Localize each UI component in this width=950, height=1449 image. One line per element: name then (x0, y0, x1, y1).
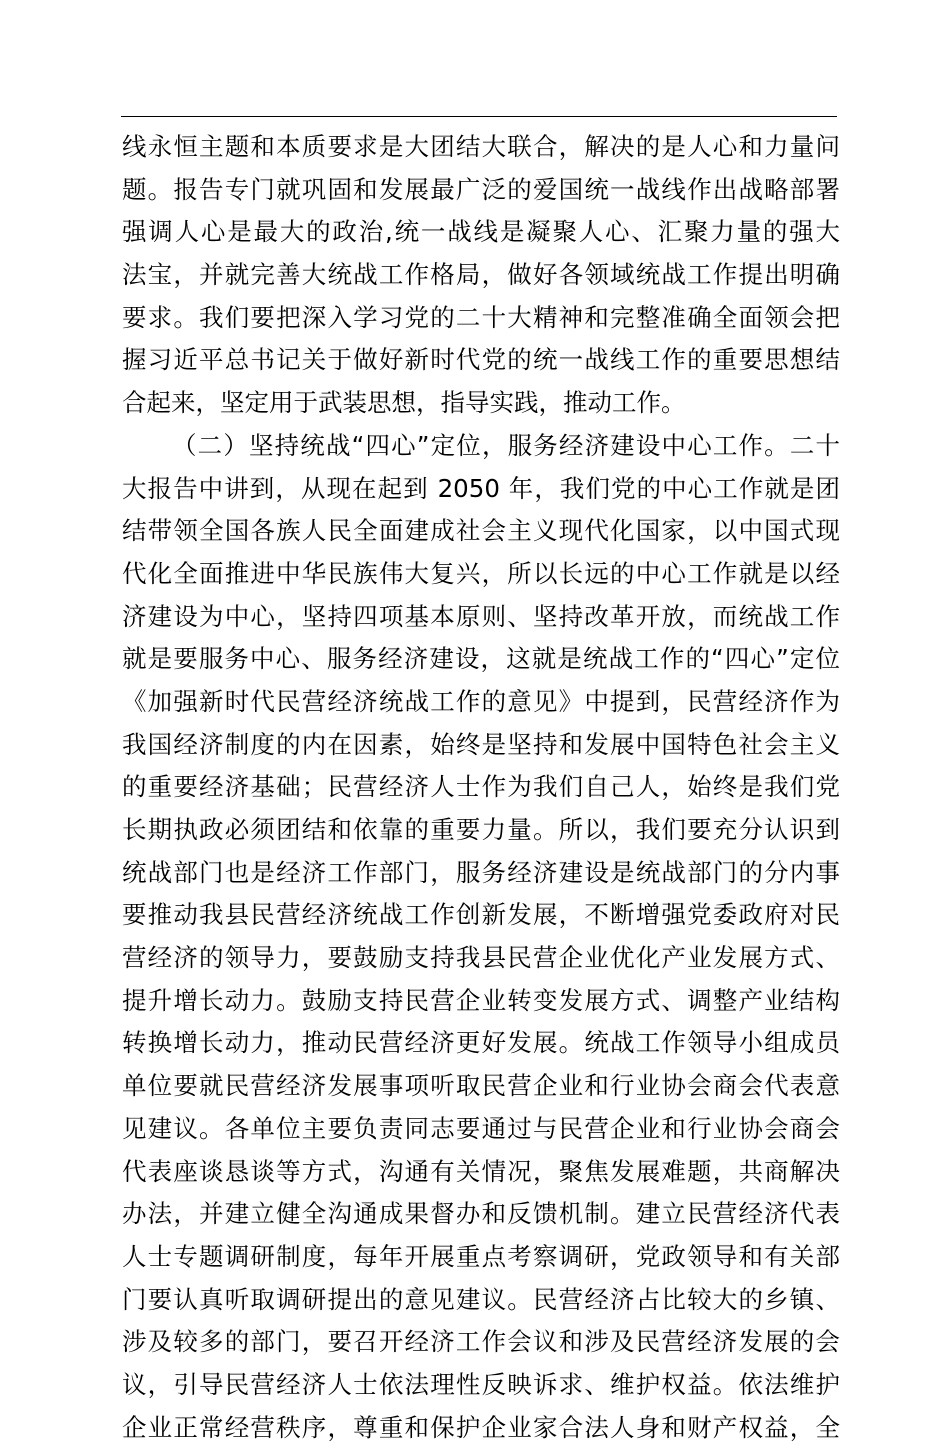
text-line: 人士专题调研制度，每年开展重点考察调研，党政领导和有关部 (122, 1241, 840, 1271)
text-line: 《加强新时代民营经济统战工作的意见》中提到，民营经济作为 (122, 686, 840, 716)
text-line: 统战部门也是经济工作部门，服务经济建设是统战部门的分内事 (122, 857, 840, 887)
text-line: 要推动我县民营经济统战工作创新发展，不断增强党委政府对民 (122, 900, 840, 930)
section-heading-line: （二）坚持统战“四心”定位，服务经济建设中心工作。二十 (172, 430, 840, 460)
text-line: 办法，并建立健全沟通成果督办和反馈机制。建立民营经济代表 (122, 1199, 840, 1229)
text-line: 营经济的领导力，要鼓励支持我县民营企业优化产业发展方式、 (122, 943, 840, 973)
text-line: 握习近平总书记关于做好新时代党的统一战线工作的重要思想结 (122, 345, 840, 375)
text-line: 大报告中讲到，从现在起到 2050 年，我们党的中心工作就是团 (122, 473, 840, 503)
text-line: 代表座谈恳谈等方式，沟通有关情况，聚焦发展难题，共商解决 (122, 1156, 840, 1186)
text-line: 企业正常经营秩序，尊重和保护企业家合法人身和财产权益，全 (122, 1412, 840, 1442)
text-line: 就是要服务中心、服务经济建设，这就是统战工作的“四心”定位 (122, 644, 840, 674)
text-line: 代化全面推进中华民族伟大复兴，所以长远的中心工作就是以经 (122, 558, 840, 588)
text-line: 转换增长动力，推动民营经济更好发展。统战工作领导小组成员 (122, 1028, 840, 1058)
text-line: 见建议。各单位主要负责同志要通过与民营企业和行业协会商会 (122, 1113, 840, 1143)
text-line: 提升增长动力。鼓励支持民营企业转变发展方式、调整产业结构 (122, 985, 840, 1015)
paragraph-end-line: 合起来，坚定用于武装思想，指导实践，推动工作。 (122, 388, 686, 418)
header-rule (121, 116, 837, 117)
text-line: 强调人心是最大的政治,统一战线是凝聚人心、汇聚力量的强大 (122, 217, 840, 247)
text-line: 要求。我们要把深入学习党的二十大精神和完整准确全面领会把 (122, 302, 840, 332)
text-line: 线永恒主题和本质要求是大团结大联合，解决的是人心和力量问 (122, 132, 840, 161)
text-line: 议，引导民营经济人士依法理性反映诉求、维护权益。依法维护 (122, 1369, 840, 1399)
body-text (122, 126, 840, 1449)
text-line: 长期执政必须团结和依靠的重要力量。所以，我们要充分认识到 (122, 815, 840, 844)
text-line: 单位要就民营经济发展事项听取民营企业和行业协会商会代表意 (122, 1071, 840, 1101)
text-line: 的重要经济基础；民营经济人士作为我们自己人，始终是我们党 (122, 772, 840, 802)
text-line: 我国经济制度的内在因素，始终是坚持和发展中国特色社会主义 (122, 729, 840, 759)
text-line: 法宝，并就完善大统战工作格局，做好各领域统战工作提出明确 (122, 260, 840, 290)
text-line: 涉及较多的部门，要召开经济工作会议和涉及民营经济发展的会 (122, 1327, 840, 1357)
text-line: 门要认真听取调研提出的意见建议。民营经济占比较大的乡镇、 (122, 1284, 840, 1314)
text-line: 济建设为中心，坚持四项基本原则、坚持改革开放，而统战工作 (122, 601, 840, 631)
text-line: 结带领全国各族人民全面建成社会主义现代化国家，以中国式现 (122, 516, 840, 546)
text-line: 题。报告专门就巩固和发展最广泛的爱国统一战线作出战略部署 (122, 174, 840, 204)
